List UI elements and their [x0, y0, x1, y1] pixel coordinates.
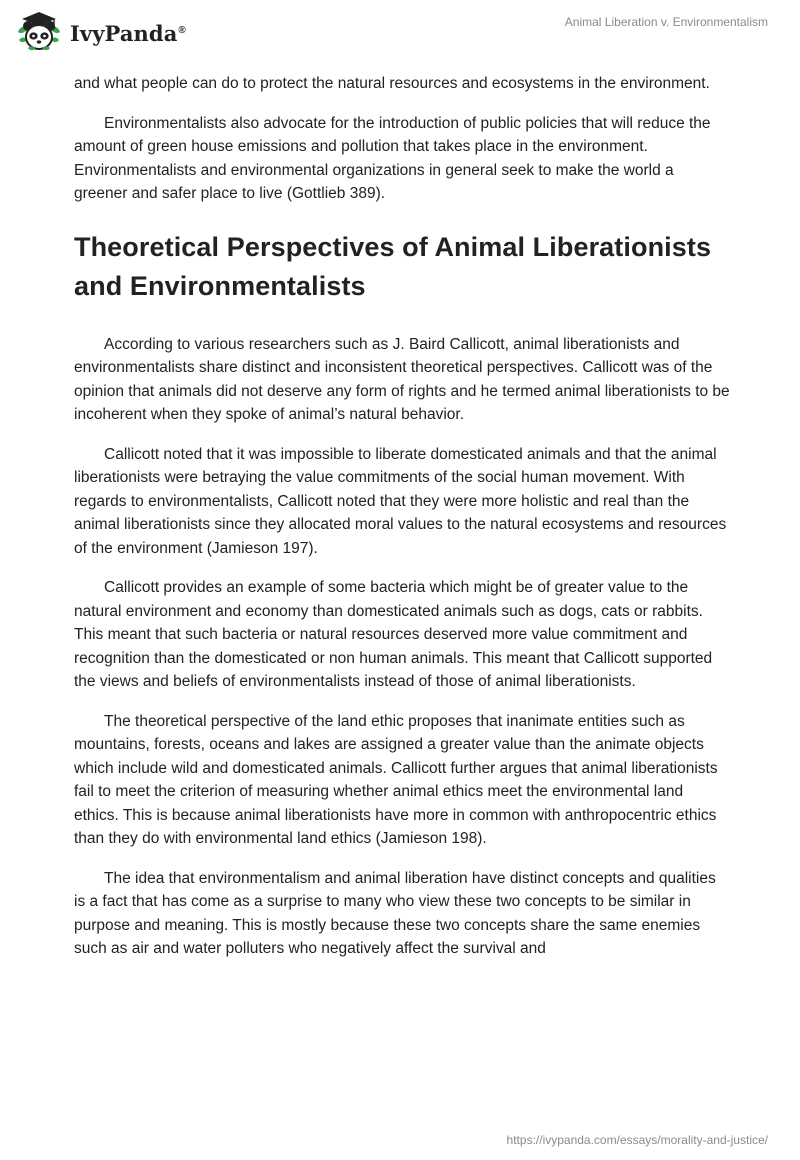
paragraph: The idea that environmentalism and animal liberation have distinct concepts and qualities is a fact that has come as a surprise to many who view these two concepts to be similar in purpose and meaning. This is mostly because these two concepts share the same enemies such as air and water polluters who negatively affect the survival and [74, 869, 716, 957]
paragraph: Callicott provides an example of some bacteria which might be of greater value to the natural environment and economy than domesticated animals such as dogs, cats or rabbits. This meant that such bacteria or natural resources deserved more value commitment and recognition than the domesticated or non human animals. This meant that Callicott supported the views and beliefs of environmentalists instead of those of animal liberationists. [74, 579, 713, 690]
paragraph-continued: and what people can do to protect the natural resources and ecosystems in the environment. [74, 75, 710, 92]
running-title: Animal Liberation v. Environmentalism [564, 15, 768, 29]
panda-graduate-icon [14, 8, 64, 58]
page-header [0, 0, 800, 64]
section-heading: Theoretical Perspectives of Animal Liberationists and Environmentalists [74, 231, 712, 301]
article-body [74, 72, 730, 977]
registered-mark: ® [178, 24, 186, 36]
ivypanda-logo[interactable] [14, 8, 186, 58]
brand-name: IvyPanda® [70, 20, 186, 46]
paragraph: According to various researchers such as J. Baird Callicott, animal liberationists and environmentalists share distinct and inconsistent theoretical perspectives. Callicott was of the opinion that animals did not deserve any form of rights and he termed animal liberationists to be incoherent when they spoke of animal’s natural behavior. [74, 335, 730, 423]
paragraph: The theoretical perspective of the land ethic proposes that inanimate entities such as mountains, forests, oceans and lakes are assigned a greater value than the animate objects which include wild and domesticated animals. Callicott further argues that animal liberationists fail to meet the criterion of measuring whether animal ethics meet the environmental land ethics. This is because animal liberationists have more in common with anthropocentric ethics than they do with environmental land ethics (Jamieson 198). [74, 712, 718, 847]
paragraph: Callicott noted that it was impossible to liberate domesticated animals and that the animal liberationists were betraying the value commitments of the social human movement. With regards to environmentalists, Callicott noted that they were more holistic and real than the animal liberationists since they allocated moral values to the natural ecosystems and resources of the environment (Jamieson 197). [74, 445, 727, 557]
source-url[interactable]: https://ivypanda.com/essays/morality-and-justice/ [506, 1133, 768, 1147]
paragraph: Environmentalists also advocate for the introduction of public policies that will reduce the amount of green house emissions and pollution that takes place in the environment. Environmentalists and environmental organizations in general seek to make the world a greener and safer place to live (Gottlieb 389). [74, 114, 711, 202]
